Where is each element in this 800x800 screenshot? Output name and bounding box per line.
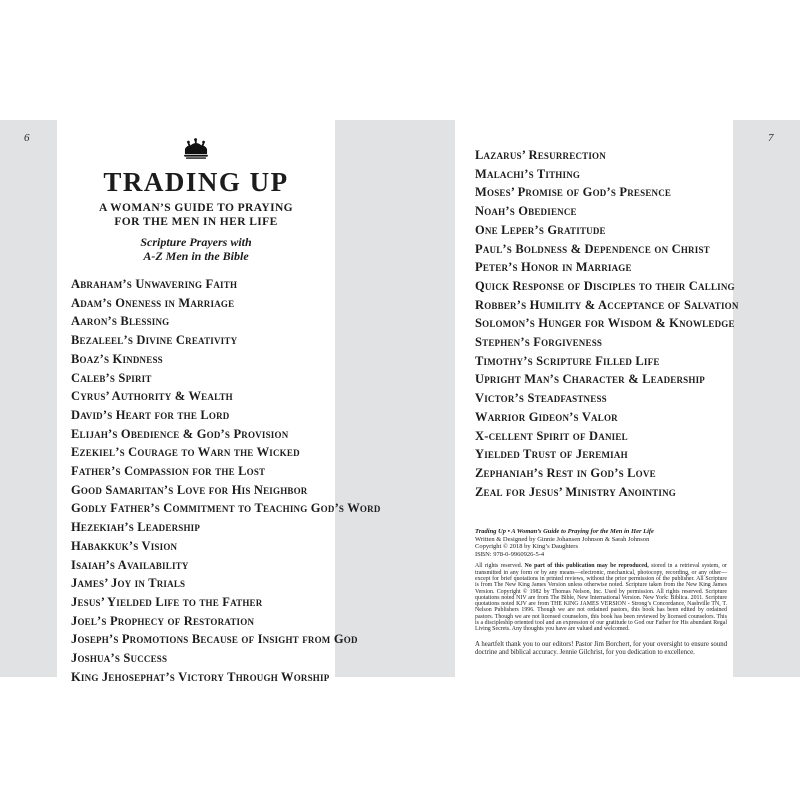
- toc-entry: Warrior Gideon’s Valor: [475, 409, 618, 424]
- toc-entry: Bezaleel’s Divine Creativity: [71, 333, 238, 348]
- legal-part1: All rights reserved.: [475, 563, 525, 570]
- toc-entry: Paul’s Boldness & Dependence on Christ: [475, 241, 710, 256]
- toc-entry: Upright Man’s Character & Leadership: [475, 372, 705, 387]
- toc-entry: Zeal for Jesus’ Ministry Anointing: [475, 484, 676, 499]
- book-title: TRADING UP: [103, 167, 289, 197]
- page-number-right: 7: [768, 132, 774, 144]
- toc-entry: One Leper’s Gratitude: [475, 222, 606, 237]
- toc-entry: Godly Father’s Commitment to Teaching God’s Word: [71, 501, 381, 516]
- toc-entry: Joshua’s Success: [71, 651, 168, 666]
- toc-entry: Good Samaritan’s Love for His Neighbor: [71, 482, 308, 497]
- colophon-written-by: Written & Designed by Ginnie Johansen Johnson & Sarah Johnson: [475, 535, 650, 543]
- toc-entry: X-cellent Spirit of Daniel: [475, 428, 628, 443]
- colophon-title: Trading Up • A Woman’s Guide to Praying for the Men in Her Life: [475, 528, 654, 535]
- toc-entry: Robber’s Humility & Acceptance of Salvation: [475, 297, 739, 312]
- toc-entry: Victor’s Steadfastness: [475, 391, 607, 406]
- colophon-copyright: Copyright © 2018 by King’s Daughters: [475, 543, 578, 551]
- toc-entry: James’ Joy in Trials: [71, 576, 186, 591]
- colophon-thanks: A heartfelt thank you to our editors! Pastor Jim Borchert, for your oversight to ensure sound doctrine and biblical accuracy. Jennie Gilchrist, for you dedication to excellence.: [475, 640, 727, 656]
- toc-entry: Quick Response of Disciples to their Calling: [475, 278, 735, 293]
- toc-entry: Isaiah’s Availability: [71, 557, 189, 572]
- right-page: [455, 120, 739, 677]
- colophon-legal-text: [475, 563, 727, 632]
- toc-entry: Yielded Trust of Jeremiah: [475, 447, 628, 462]
- toc-entry: Aaron’s Blessing: [71, 314, 170, 329]
- book-subtitle: [57, 201, 335, 229]
- toc-entry: Abraham’s Unwavering Faith: [71, 277, 238, 291]
- toc-entry: Moses’ Promise of God’s Presence: [475, 185, 672, 200]
- toc-entry: Zephaniah’s Rest in God’s Love: [475, 465, 656, 480]
- toc-entry: Cyrus’ Authority & Wealth: [71, 389, 233, 404]
- toc-entry: King Jehosephat’s Victory Through Worship: [71, 669, 330, 684]
- left-page: [57, 120, 381, 684]
- toc-entry: Boaz’s Kindness: [71, 351, 163, 366]
- toc-entry: Malachi’s Tithing: [475, 166, 581, 181]
- toc-entry: Joseph’s Promotions Because of Insight from God: [71, 632, 358, 647]
- toc-list-right: [475, 146, 739, 501]
- toc-entry: Jesus’ Yielded Life to the Father: [71, 594, 263, 609]
- crown-icon: [57, 135, 335, 166]
- toc-entry: Noah’s Obedience: [475, 204, 577, 219]
- toc-entry: Habakkuk’s Vision: [71, 538, 178, 553]
- toc-list-left: [71, 275, 381, 686]
- toc-entry: Peter’s Honor in Marriage: [475, 260, 632, 275]
- page-number-left: 6: [24, 132, 30, 144]
- toc-entry: Joel’s Prophecy of Restoration: [71, 613, 255, 628]
- toc-entry: David’s Heart for the Lord: [71, 407, 230, 422]
- legal-part2: stored in a retrieval system, or transmitted in any form or by any means—electronic, mechanical, photocopy, recording, or any other—except for brief quotations in printed reviews, without the prior permission of the publisher. All Scripture is from The New King James Version unless otherwise noted. Scripture taken from the New King James Version. Copyright © 1982 by Thomas Nelson, Inc. Used by permission. All rights reserved. Scripture quotations noted NIV are from The Bible, New International Version. New York: Biblica. 2011. Scripture quotations noted KJV are from THE KING JAMES VERSION - Strong’s Concordance, Nashville TN, T. Nelson Publishers 1996. Though we are not ordained pastors, this book has been edited by ordained pastors. Though we are not licensed counselors, this book has been reviewed by licensed counselors. This is a discipleship oriented tool and an expression of our gratitude to God our Father for His abundant Regal Living Secrets. Any thoughts you have are valued and welcomed.: [475, 563, 727, 633]
- book-tagline-line2: A-Z Men in the Bible: [143, 248, 249, 263]
- colophon-isbn: ISBN: 978-0-9960926-5-4: [475, 550, 545, 558]
- toc-entry: Solomon’s Hunger for Wisdom & Knowledge: [475, 316, 735, 331]
- toc-entry: Elijah’s Obedience & God’s Provision: [71, 426, 289, 441]
- toc-entry: Hezekiah’s Leadership: [71, 520, 201, 535]
- book-subtitle-line1: A WOMAN’S GUIDE TO PRAYING: [98, 202, 293, 214]
- book-tagline: [57, 236, 335, 263]
- toc-entry: Lazarus’ Resurrection: [475, 148, 606, 162]
- toc-entry: Timothy’s Scripture Filled Life: [475, 353, 660, 368]
- legal-bold: No part of this publication may be reproduced,: [524, 563, 649, 570]
- toc-entry: Ezekiel’s Courage to Warn the Wicked: [71, 445, 300, 460]
- toc-entry: Adam’s Oneness in Marriage: [71, 295, 235, 310]
- book-subtitle-line2: FOR THE MEN IN HER LIFE: [114, 216, 278, 228]
- toc-entry: Father’s Compassion for the Lost: [71, 464, 266, 479]
- book-tagline-line1: Scripture Prayers with: [140, 235, 252, 249]
- colophon: [475, 528, 727, 657]
- toc-entry: Stephen’s Forgiveness: [475, 335, 603, 350]
- toc-entry: Caleb’s Spirit: [71, 370, 152, 385]
